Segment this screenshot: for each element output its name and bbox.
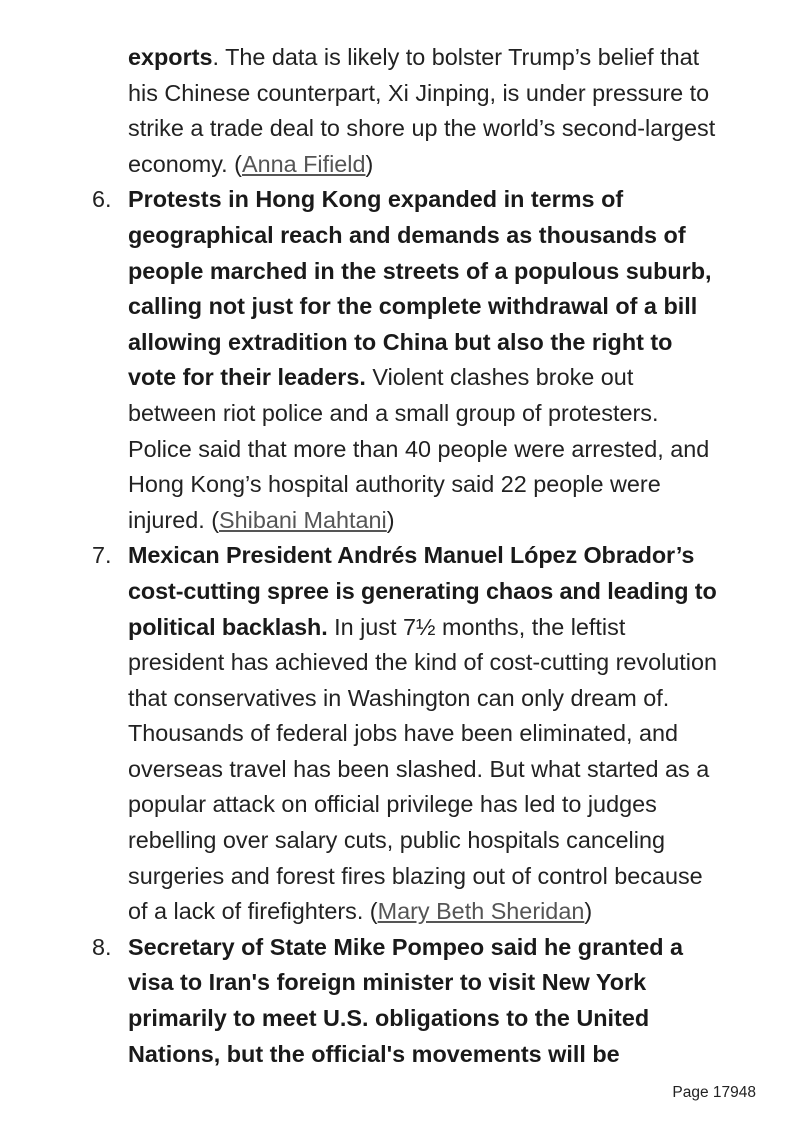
- list-item: [0, 182, 718, 538]
- list-item: [0, 930, 718, 1072]
- page-number: Page 17948: [672, 1084, 756, 1101]
- item-number: 6.: [92, 186, 112, 213]
- item-body: In just 7½ months, the leftist president has achieved the kind of cost-cutting revolution that conservatives in Washington can only dream of. Thousands of federal jobs have been eliminated, and overseas travel has been slashed. But what started as a popular attack on official privilege has led to judges rebelling over salary cuts, public hospitals canceling surgeries and forest fires blazing out of control because of a lack of firefighters. (: [128, 613, 718, 925]
- author-link[interactable]: Shibani Mahtani: [219, 506, 387, 533]
- list-item: [0, 538, 718, 930]
- item-number: 8.: [92, 933, 112, 960]
- list-item: [0, 40, 718, 182]
- item-close: ): [386, 506, 395, 533]
- author-link[interactable]: Mary Beth Sheridan: [377, 898, 585, 925]
- item-close: ): [584, 898, 593, 925]
- item-close: ): [365, 150, 374, 177]
- item-headline: Mexican President Andrés Manuel López Obrador’s cost-cutting spree is generating chaos and leading to political backlash.: [128, 542, 717, 640]
- item-headline: Protests in Hong Kong expanded in terms of geographical reach and demands as thousands of people marched in the streets of a populous suburb, calling not just for the complete withdrawal of a bill allowing extradition to China but also the right to vote for their leaders.: [128, 186, 712, 391]
- item-body: . The data is likely to bolster Trump’s belief that his Chinese counterpart, Xi Jinping, is under pressure to strike a trade deal to shore up the world’s second-largest economy. (: [128, 44, 716, 177]
- item-number: 7.: [92, 542, 112, 569]
- item-headline: exports: [128, 44, 213, 70]
- article-list: [0, 40, 794, 1085]
- author-link[interactable]: Anna Fifield: [241, 150, 366, 177]
- item-body: Violent clashes broke out between riot police and a small group of protesters. Police said that more than 40 people were arrested, and Hong Kong’s hospital authority said 22 people were injured. (: [128, 364, 710, 533]
- item-headline: Secretary of State Mike Pompeo said he granted a visa to Iran's foreign minister to visit New York primarily to meet U.S. obligations to the United Nations, but the official's movements will be: [128, 933, 684, 1067]
